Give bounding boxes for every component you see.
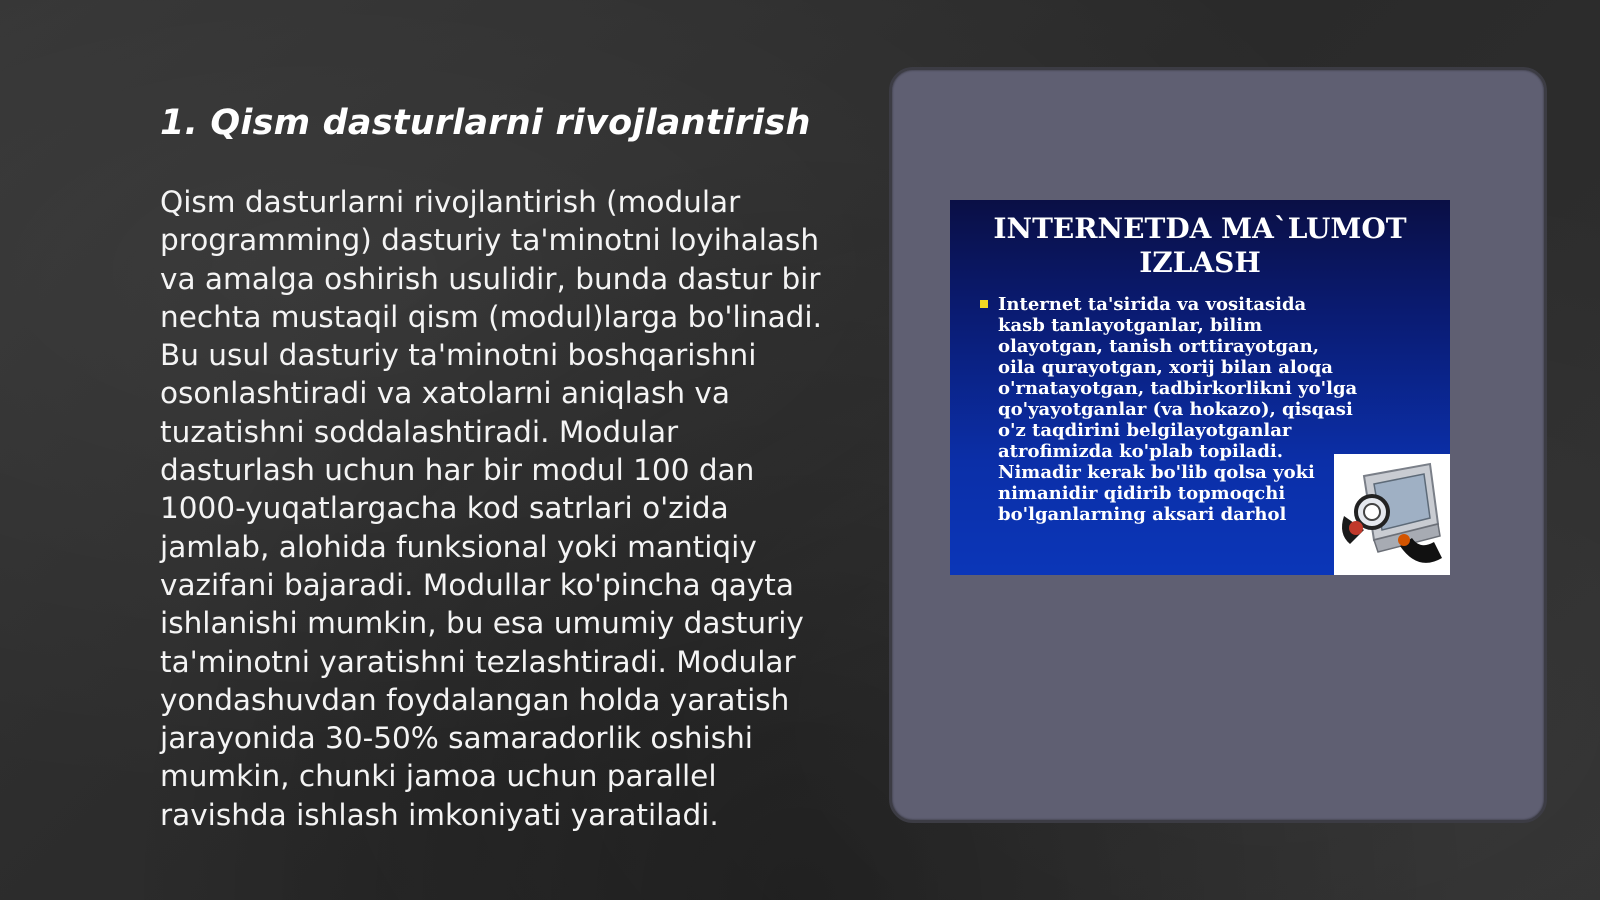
embedded-slide-title: INTERNETDA MA`LUMOT IZLASH	[993, 212, 1407, 279]
bullet-icon	[980, 300, 992, 310]
body-paragraph: Qism dasturlarni rivojlantirish (modular programming) dasturiy ta'minotni loyihalash va amalga oshirish usulidir, bunda dastur bir nechta mustaqil qism (modul)larga bo'linadi. Bu usul dasturiy ta'minotni boshqarishni osonlashtiradi va xatolarni aniqlash va tuzatishni soddalashtiradi. Modular dasturlash uchun har bir modul 100 dan 1000-yuqatlargacha kod satrlari o'zida jamlab, alohida funksional yoki mantiqiy vazifani bajaradi. Modullar ko'pincha qayta ishlanishi mumkin, bu esa umumiy dasturiy ta'minotni yaratishni tezlashtiradi. Modular yondashuvdan foydalangan holda yaratish jarayonida 30-50% samaradorlik oshishi mumkin, chunki jamoa uchun parallel ravishda ishlash imkoniyati yaratiladi.	[160, 185, 822, 832]
computer-clipart-icon	[1334, 454, 1450, 575]
embedded-slide-text: Internet ta'sirida va vositasida kasb tanlayotganlar, bilim olayotgan, tanish orttirayotgan, oila qurayotgan, xorij bilan aloqa o'rnatayotgan, tadbirkorlikni yo'lga qo'yayotganlar (va hokazo), qisqasi o'z taqdirini belgilayotganlar atrofimizda ko'plab topiladi. Nimadir kerak bo'lib qolsa yoki nimanidir qidirib topmoqchi bo'lganlarning aksari darhol	[998, 294, 1358, 525]
slide-heading: 1. Qism dasturlarni rivojlantirish	[160, 103, 811, 143]
embedded-slide-image	[950, 200, 1450, 575]
